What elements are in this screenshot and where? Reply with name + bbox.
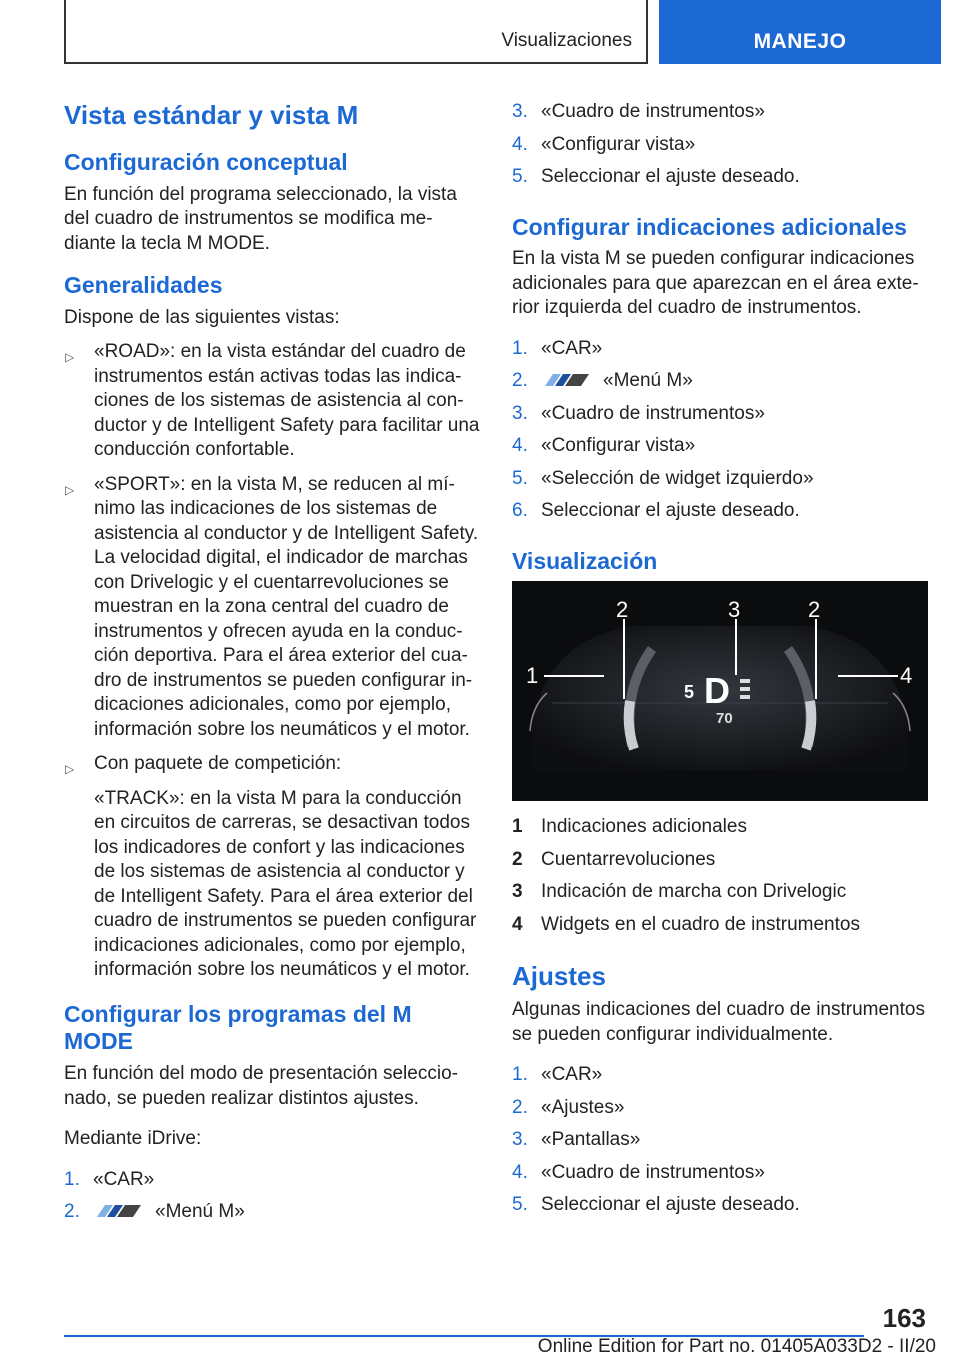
list-item: 2. «Ajustes» xyxy=(512,1096,625,1118)
heading-concept: Configuración conceptual xyxy=(64,149,348,176)
gear-indicator: D xyxy=(704,670,730,712)
list-item: 1. «CAR» xyxy=(64,1168,155,1190)
page-number: 163 xyxy=(882,1303,926,1333)
continued-steps xyxy=(512,100,932,190)
left-column xyxy=(64,100,482,1249)
callout-3: 3 xyxy=(728,597,741,623)
list-item: 2. «Menú M» xyxy=(64,1201,245,1223)
right-column xyxy=(512,100,932,1242)
list-item: 1. «CAR» xyxy=(512,337,603,359)
header-section-box xyxy=(64,0,648,64)
list-item: 1. «CAR» xyxy=(512,1064,603,1086)
programs-text: En función del modo de presentación seleccio- nado, se pueden realizar distintos ajustes. xyxy=(64,1063,458,1109)
list-item: 3. «Cuadro de instrumentos» xyxy=(512,101,765,122)
heading-settings: Ajustes xyxy=(512,961,606,992)
list-item: 4. «Configurar vista» xyxy=(512,133,696,155)
callout-4: 4 xyxy=(900,663,913,689)
programs-steps xyxy=(64,1168,482,1225)
page-title: Vista estándar y vista M xyxy=(64,100,359,130)
callout-1: 1 xyxy=(526,663,539,689)
instrument-cluster-image xyxy=(512,581,928,801)
list-item: 2 Cuentarrevoluciones xyxy=(512,848,716,870)
idrive-label: Mediante iDrive: xyxy=(64,1128,202,1150)
list-item: ▷ «SPORT»: en la vista M, se reducen al mí- nimo las indicaciones de los sistemas de asistencia al conductor y de Intelligent Safety. La velocidad digital, el indicador de marchas con Drivelogic y el cuentarrevoluciones se muestran en la zona central del cuadro de instrumentos y ofrecen ayuda en la conduc- ción deportiva. Para el área exterior del cua- dro de instrumentos se pueden configurar in- dicaciones adicionales, como por ejemplo, información sobre los neumáticos y el motor. xyxy=(65,473,479,740)
views-list xyxy=(64,340,482,983)
list-item: 1 Indicaciones adicionales xyxy=(512,816,747,838)
gear-prefix: 5 xyxy=(684,682,695,703)
concept-text: En función del programa seleccionado, la vista del cuadro de instrumentos se modifica me- diante la tecla M MODE. xyxy=(64,183,457,254)
list-item: 3 Indicación de marcha con Drivelogic xyxy=(512,881,847,903)
triangle-bullet-icon: ▷ xyxy=(65,350,75,365)
list-item: 5. Seleccionar el ajuste deseado. xyxy=(512,166,800,187)
triangle-bullet-icon: ▷ xyxy=(65,482,75,497)
list-item: ▷ Con paquete de competición: «TRACK»: en la vista M para la conducción en circuitos de carreras, se desactivan todos los indicadores de confort y las indicaciones de los sistemas de asistencia al conductor y de Intelligent Safety. Para el área exterior del cuadro de instrumentos se pueden configurar indicaciones adicionales, como por ejemplo, información sobre los neumáticos y el motor. xyxy=(64,752,482,983)
track-text: «TRACK»: en la vista M para la conducción en circuitos de carreras, se desactivan todos los indicadores de confort y las indicaciones de los sistemas de asistencia al conductor y de Intelligent Safety. Para el área exterior del cuadro de instrumentos se pueden configurar indicaciones adicionales, como por ejemplo, información sobre los neumáticos y el motor. xyxy=(94,787,477,981)
list-item: 4. «Configurar vista» xyxy=(512,435,696,457)
m-stripes-icon xyxy=(541,373,593,387)
list-item: 4. «Cuadro de instrumentos» xyxy=(512,1161,765,1183)
list-item: 5. «Selección de widget izquierdo» xyxy=(512,467,814,489)
list-item: 3. «Cuadro de instrumentos» xyxy=(512,402,765,424)
list-item: ▷ «ROAD»: en la vista estándar del cuadro de instrumentos están activas todas las indica- ciones de los sistemas de asistencia al con- ductor y de Intelligent Safety para facilitar una conducción confortable. xyxy=(65,341,480,461)
triangle-bullet-icon: ▷ xyxy=(65,762,75,777)
callout-2-left: 2 xyxy=(616,597,629,623)
additional-text: En la vista M se pueden configurar indicaciones adicionales para que aparezcan en el área exte- rior izquierda del cuadro de instrumentos. xyxy=(512,248,919,319)
additional-steps xyxy=(512,337,932,524)
settings-steps xyxy=(512,1063,932,1218)
heading-programs: Configurar los programas del M MODE xyxy=(64,1000,412,1055)
general-intro: Dispone de las siguientes vistas: xyxy=(64,306,340,328)
heading-additional: Configurar indicaciones adicionales xyxy=(512,213,907,240)
settings-text: Algunas indicaciones del cuadro de instrumentos se pueden configurar individualmente. xyxy=(512,999,925,1045)
callout-2-right: 2 xyxy=(808,597,821,623)
cluster-legend xyxy=(512,815,932,937)
m-stripes-icon xyxy=(93,1204,145,1218)
list-item: 3. «Pantallas» xyxy=(512,1129,641,1151)
list-item: 5. Seleccionar el ajuste deseado. xyxy=(512,1194,800,1216)
header-chapter-tab: MANEJO xyxy=(659,0,941,64)
header-section-title: Visualizaciones xyxy=(501,30,632,51)
heading-display: Visualización xyxy=(512,547,658,574)
list-item: 2. «Menú M» xyxy=(512,370,693,392)
heading-general: Generalidades xyxy=(64,272,223,299)
speed-readout: 70 xyxy=(716,710,733,728)
list-item: 4 Widgets en el cuadro de instrumentos xyxy=(512,913,860,935)
footer-edition: Online Edition for Part no. 01405A033D2 - II/20 xyxy=(537,1336,936,1357)
list-item: 6. Seleccionar el ajuste deseado. xyxy=(512,500,800,522)
